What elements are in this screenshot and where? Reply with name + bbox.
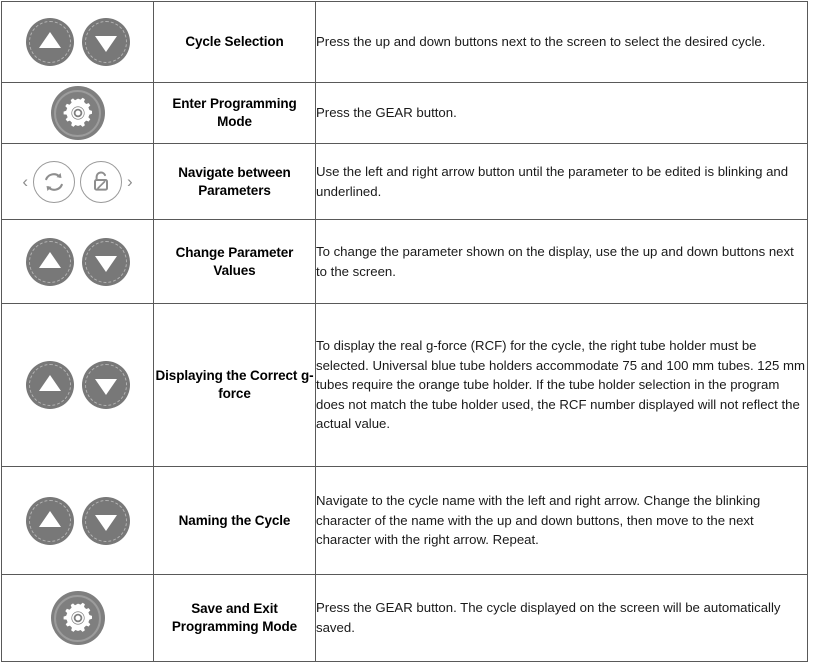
table-row [2, 467, 808, 575]
navigation-button-group [2, 161, 153, 203]
action-title: Displaying the Correct g-force [154, 304, 316, 467]
lock-icon[interactable] [80, 161, 122, 203]
up-triangle-glyph [39, 32, 61, 48]
down-triangle-glyph [95, 256, 117, 272]
action-description: Navigate to the cycle name with the left and right arrow. Change the blinking character of the name with the up and down buttons, then move to the next character with the right arrow. Repeat. [316, 467, 808, 575]
table-row [2, 2, 808, 83]
action-title: Navigate between Parameters [154, 144, 316, 220]
right-chevron-icon[interactable]: › [127, 172, 133, 191]
cycle-arrows-icon[interactable] [33, 161, 75, 203]
action-title: Cycle Selection [154, 2, 316, 83]
gear-icon[interactable] [51, 86, 105, 140]
icon-cell [2, 467, 154, 575]
up-arrow-button-icon[interactable] [26, 497, 74, 545]
up-triangle-glyph [39, 511, 61, 527]
up-arrow-button-icon[interactable] [26, 18, 74, 66]
action-description: Use the left and right arrow button until the parameter to be edited is blinking and underlined. [316, 144, 808, 220]
gear-button-group [2, 86, 153, 140]
action-title: Change Parameter Values [154, 220, 316, 304]
down-triangle-glyph [95, 515, 117, 531]
table-row [2, 144, 808, 220]
table-row [2, 575, 808, 662]
table-row [2, 304, 808, 467]
action-description: To display the real g-force (RCF) for the cycle, the right tube holder must be selected. Universal blue tube holders accommodate 75 and 100 mm tubes. 125 mm tubes require the orange tube holder. If the tube holder selection in the program does not match the tube holder used, the RCF number displayed will not reflect the actual value. [316, 304, 808, 467]
action-description: To change the parameter shown on the display, use the up and down buttons next to the screen. [316, 220, 808, 304]
up-triangle-glyph [39, 252, 61, 268]
up-arrow-button-icon[interactable] [26, 361, 74, 409]
down-arrow-button-icon[interactable] [82, 18, 130, 66]
action-description: Press the GEAR button. [316, 83, 808, 144]
procedure-table-sheet [0, 1, 814, 663]
updown-button-group [2, 238, 153, 286]
action-title: Save and Exit Programming Mode [154, 575, 316, 662]
gear-icon[interactable] [51, 591, 105, 645]
up-triangle-glyph [39, 375, 61, 391]
icon-cell [2, 2, 154, 83]
action-description: Press the GEAR button. The cycle displayed on the screen will be automatically saved. [316, 575, 808, 662]
programming-procedure-table [1, 1, 808, 662]
down-arrow-button-icon[interactable] [82, 238, 130, 286]
icon-cell [2, 304, 154, 467]
updown-button-group [2, 18, 153, 66]
table-row [2, 220, 808, 304]
updown-button-group [2, 497, 153, 545]
gear-button-group [2, 591, 153, 645]
icon-cell [2, 83, 154, 144]
action-title: Naming the Cycle [154, 467, 316, 575]
icon-cell [2, 144, 154, 220]
updown-button-group [2, 361, 153, 409]
down-arrow-button-icon[interactable] [82, 497, 130, 545]
action-description: Press the up and down buttons next to the screen to select the desired cycle. [316, 2, 808, 83]
left-chevron-icon[interactable]: ‹ [22, 172, 28, 191]
table-body [2, 2, 808, 662]
down-triangle-glyph [95, 379, 117, 395]
down-triangle-glyph [95, 36, 117, 52]
icon-cell [2, 220, 154, 304]
table-row [2, 83, 808, 144]
icon-cell [2, 575, 154, 662]
action-title: Enter Programming Mode [154, 83, 316, 144]
down-arrow-button-icon[interactable] [82, 361, 130, 409]
up-arrow-button-icon[interactable] [26, 238, 74, 286]
